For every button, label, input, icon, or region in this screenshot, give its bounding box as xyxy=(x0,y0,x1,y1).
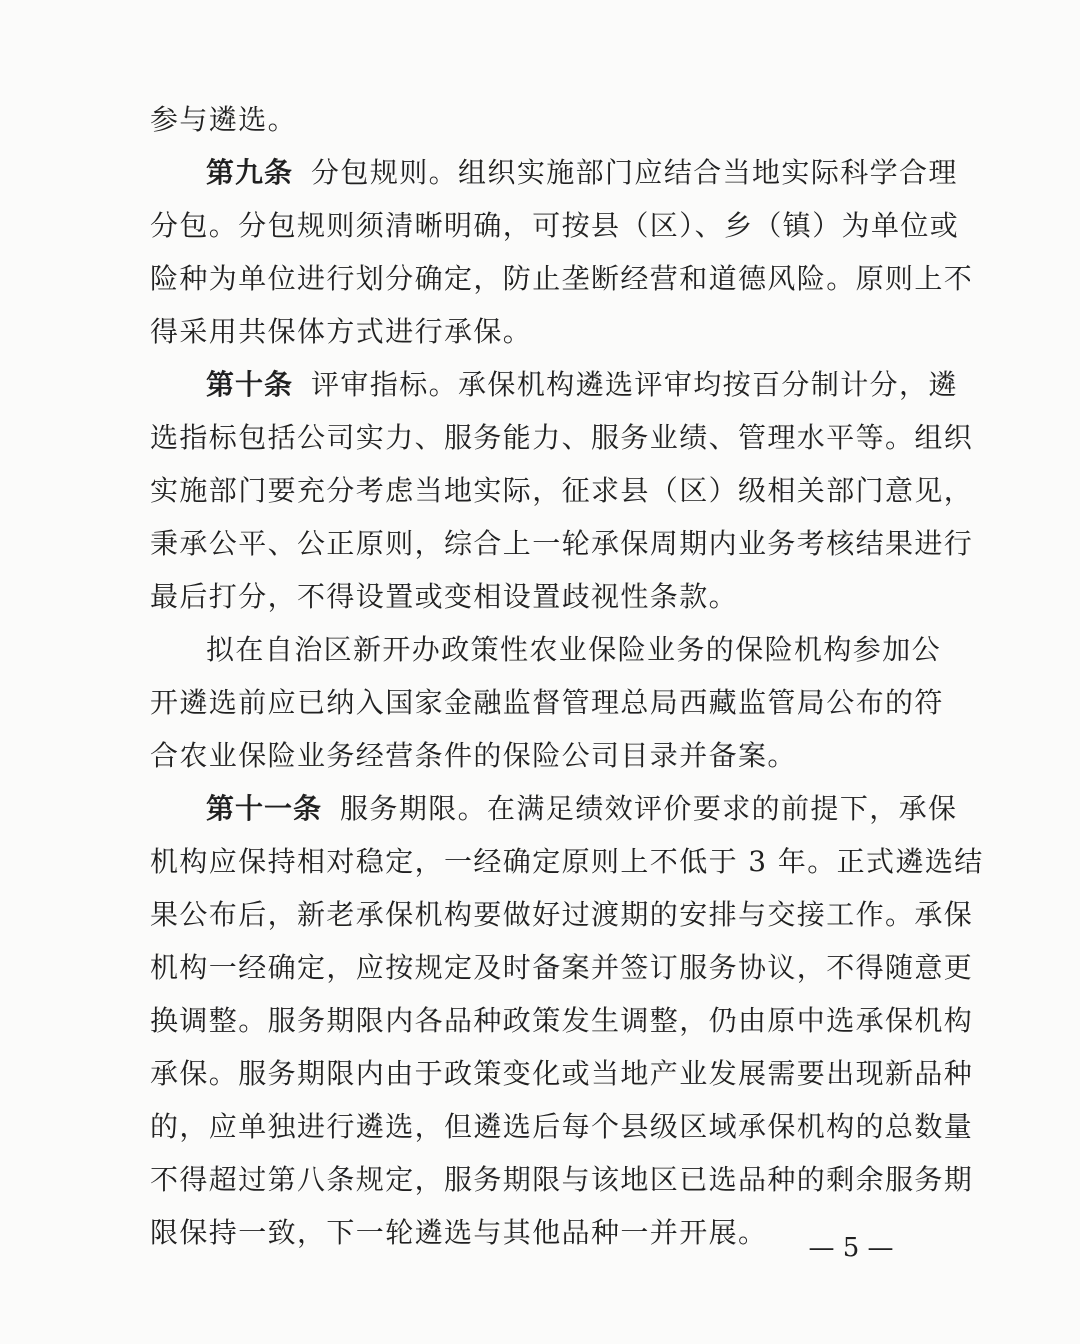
article-9-line-2: 分包。分包规则须清晰明确，可按县（区）、乡（镇）为单位或 xyxy=(150,209,960,242)
page-number: — 5 — xyxy=(808,1233,894,1263)
article-11-line-8: 不得超过第八条规定，服务期限与该地区已选品种的剩余服务期 xyxy=(150,1163,974,1196)
article-11-heading: 第十一条 xyxy=(206,792,323,825)
article-10-line-4: 秉承公平、公正原则，综合上一轮承保周期内业务考核结果进行 xyxy=(150,527,974,560)
article-11-line-5: 换调整。服务期限内各品种政策发生调整，仍由原中选承保机构 xyxy=(150,1004,974,1037)
article-10-line-5: 最后打分，不得设置或变相设置歧视性条款。 xyxy=(150,580,739,613)
article-9-heading: 第九条 xyxy=(206,156,294,189)
article-11-line-7: 的，应单独进行遴选，但遴选后每个县级区域承保机构的总数量 xyxy=(150,1110,974,1143)
paragraph-new-institutions-line-1: 拟在自治区新开办政策性农业保险业务的保险机构参加公 xyxy=(206,633,942,666)
article-9-text-1: 分包规则。组织实施部门应结合当地实际科学合理 xyxy=(311,156,958,189)
article-11-text-1: 服务期限。在满足绩效评价要求的前提下，承保 xyxy=(340,792,958,825)
article-11-line-6: 承保。服务期限内由于政策变化或当地产业发展需要出现新品种 xyxy=(150,1057,974,1090)
article-9-line-3: 险种为单位进行划分确定，防止垄断经营和道德风险。原则上不 xyxy=(150,262,974,295)
article-11-line-1 xyxy=(206,789,958,829)
paragraph-new-institutions-line-3: 合农业保险业务经营条件的保险公司目录并备案。 xyxy=(150,739,797,772)
article-11-line-2: 机构应保持相对稳定，一经确定原则上不低于 3 年。正式遴选结 xyxy=(150,845,984,878)
article-11-line-3: 果公布后，新老承保机构要做好过渡期的安排与交接工作。承保 xyxy=(150,898,974,931)
article-9-line-4: 得采用共保体方式进行承保。 xyxy=(150,315,533,348)
article-9-line-1 xyxy=(206,153,958,193)
article-11-line-4: 机构一经确定，应按规定及时备案并签订服务协议，不得随意更 xyxy=(150,951,974,984)
text-line-continuation: 参与遴选。 xyxy=(150,103,298,136)
article-10-text-1: 评审指标。承保机构遴选评审均按百分制计分，遴 xyxy=(311,368,958,401)
article-11-line-9: 限保持一致，下一轮遴选与其他品种一并开展。 xyxy=(150,1216,768,1249)
article-10-line-2: 选指标包括公司实力、服务能力、服务业绩、管理水平等。组织 xyxy=(150,421,974,454)
article-10-line-3: 实施部门要充分考虑当地实际，征求县（区）级相关部门意见， xyxy=(150,474,974,507)
article-10-line-1 xyxy=(206,365,958,405)
paragraph-new-institutions-line-2: 开遴选前应已纳入国家金融监督管理总局西藏监管局公布的符 xyxy=(150,686,944,719)
article-10-heading: 第十条 xyxy=(206,368,294,401)
